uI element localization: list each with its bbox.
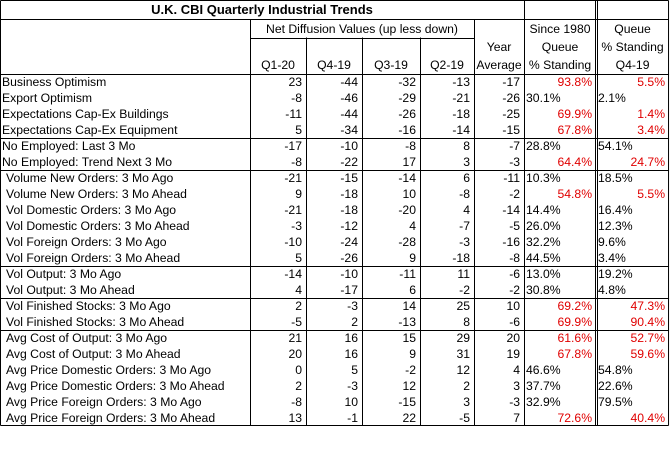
diffusion-value: -2 <box>459 283 470 297</box>
year-average-value: -26 <box>502 91 521 105</box>
diffusion-value: -8 <box>291 395 302 409</box>
diffusion-value: -26 <box>340 251 358 265</box>
year-average-value: -6 <box>509 315 521 329</box>
diffusion-value: -44 <box>340 107 358 121</box>
queue-standing-q4-19: 16.4% <box>598 203 633 217</box>
year-average-value: -2 <box>509 283 521 297</box>
title-row <box>0 0 669 20</box>
year-average-value: -8 <box>509 251 521 265</box>
year-average-value: -15 <box>502 123 521 137</box>
queue-standing-q4-19: 54.1% <box>598 139 633 153</box>
table-row <box>0 378 669 394</box>
diffusion-value: 2 <box>295 299 302 313</box>
col-header-q4-19: Q4-19 <box>317 58 351 72</box>
diffusion-value: 5 <box>295 123 302 137</box>
table-row <box>0 282 669 298</box>
diffusion-value: -8 <box>291 91 302 105</box>
diffusion-value: -22 <box>340 155 358 169</box>
diffusion-value: -32 <box>398 75 416 89</box>
since-1980-standing: 69.9% <box>557 107 593 121</box>
diffusion-value: -15 <box>340 171 358 185</box>
since1980-header-3: % Standing <box>528 58 592 72</box>
diffusion-value: 15 <box>402 331 416 345</box>
col-header-q1-20: Q1-20 <box>261 58 295 72</box>
row-label: Vol Foreign Orders: 3 Mo Ahead <box>6 251 181 265</box>
row-label: Volume New Orders: 3 Mo Ago <box>6 171 174 185</box>
queue-standing-q4-19: 18.5% <box>598 171 633 185</box>
diffusion-value: 8 <box>463 139 470 153</box>
year-average-value: 3 <box>513 379 521 393</box>
diffusion-value: -10 <box>340 267 358 281</box>
col-header-q3-19: Q3-19 <box>374 58 408 72</box>
diffusion-value: -1 <box>347 411 358 425</box>
diffusion-value: -18 <box>452 251 470 265</box>
row-label: Export Optimism <box>2 91 93 105</box>
diffusion-value: 31 <box>456 347 470 361</box>
diffusion-value: -28 <box>398 235 416 249</box>
since-1980-standing: 69.9% <box>557 315 593 329</box>
queue-standing-q4-19: 5.5% <box>637 187 666 201</box>
diffusion-value: 29 <box>456 331 470 345</box>
queue-header-3: Q4-19 <box>615 58 650 72</box>
diffusion-value: -18 <box>452 107 470 121</box>
row-label: Vol Output: 3 Mo Ahead <box>6 283 135 297</box>
diffusion-value: 6 <box>463 171 470 185</box>
net-diffusion-header: Net Diffusion Values (up less down) <box>266 22 458 36</box>
table-row <box>0 186 669 202</box>
diffusion-value: 9 <box>295 187 302 201</box>
row-label: Avg Cost of Output: 3 Mo Ago <box>6 331 168 345</box>
diffusion-value: -3 <box>347 299 358 313</box>
since-1980-standing: 14.4% <box>526 203 561 217</box>
queue-standing-q4-19: 47.3% <box>630 299 666 313</box>
since-1980-standing: 10.3% <box>526 171 561 185</box>
table-row <box>0 154 669 170</box>
avg-header-blank <box>474 20 524 39</box>
queue-standing-q4-19: 19.2% <box>598 267 633 281</box>
since-1980-standing: 61.6% <box>557 331 593 345</box>
year-average-value: 7 <box>513 411 521 425</box>
table-row <box>0 362 669 378</box>
header-row-3 <box>0 56 669 74</box>
diffusion-value: 22 <box>402 411 416 425</box>
table-row <box>0 298 669 314</box>
table-row <box>0 250 669 266</box>
year-average-value: -14 <box>502 203 521 217</box>
diffusion-value: 5 <box>351 363 358 377</box>
diffusion-value: 3 <box>463 395 470 409</box>
queue-standing-q4-19: 2.1% <box>598 91 626 105</box>
since-1980-standing: 64.4% <box>557 155 593 169</box>
since-1980-standing: 30.1% <box>526 91 561 105</box>
diffusion-value: 4 <box>409 219 416 233</box>
year-average-value: -3 <box>509 395 521 409</box>
diffusion-value: -13 <box>398 315 416 329</box>
diffusion-value: 16 <box>344 331 358 345</box>
queue-standing-q4-19: 24.7% <box>630 155 666 169</box>
diffusion-value: 8 <box>463 315 470 329</box>
year-average-value: 20 <box>506 331 521 345</box>
since-1980-standing: 67.8% <box>557 347 593 361</box>
row-label: Business Optimism <box>2 75 107 89</box>
table-row <box>0 202 669 218</box>
row-label: Expectations Cap-Ex Equipment <box>2 123 178 137</box>
since-1980-standing: 69.2% <box>557 299 593 313</box>
year-average-value: -7 <box>509 139 521 153</box>
since1980-header-2: Queue <box>541 40 579 54</box>
queue-standing-q4-19: 54.8% <box>598 363 633 377</box>
diffusion-value: -11 <box>285 107 302 121</box>
row-label: Avg Price Foreign Orders: 3 Mo Ahead <box>6 411 216 425</box>
diffusion-value: 17 <box>402 155 416 169</box>
year-average-value: 4 <box>513 363 521 377</box>
queue-standing-q4-19: 59.6% <box>630 347 666 361</box>
year-average-value: -2 <box>509 187 521 201</box>
queue-standing-q4-19: 3.4% <box>637 123 666 137</box>
diffusion-value: 4 <box>295 283 302 297</box>
diffusion-value: -20 <box>398 203 416 217</box>
queue-standing-q4-19: 12.3% <box>598 219 633 233</box>
diffusion-value: -17 <box>340 283 358 297</box>
diffusion-value: -17 <box>284 139 302 153</box>
diffusion-value: -21 <box>284 171 302 185</box>
since-1980-standing: 67.8% <box>557 123 593 137</box>
queue-standing-q4-19: 90.4% <box>630 315 666 329</box>
since-1980-standing: 32.2% <box>526 235 561 249</box>
since-1980-standing: 26.0% <box>526 219 561 233</box>
table-row <box>0 170 669 186</box>
queue-header-1: Queue <box>614 22 651 36</box>
table-row <box>0 106 669 122</box>
header-row-1 <box>0 20 669 39</box>
diffusion-value: -8 <box>291 155 302 169</box>
since-1980-standing: 37.7% <box>526 379 561 393</box>
since-1980-standing: 28.8% <box>526 139 561 153</box>
diffusion-value: -10 <box>284 235 302 249</box>
diffusion-value: -24 <box>340 235 358 249</box>
table-row <box>0 234 669 250</box>
row-label: Avg Price Domestic Orders: 3 Mo Ahead <box>6 379 225 393</box>
row-label: Vol Foreign Orders: 3 Mo Ago <box>6 235 167 249</box>
since1980-header-1: Since 1980 <box>529 22 591 36</box>
diffusion-value: -10 <box>340 139 358 153</box>
year-average-value: -16 <box>502 235 521 249</box>
avg-header-1: Year <box>486 40 512 54</box>
diffusion-value: -2 <box>405 363 416 377</box>
diffusion-value: 13 <box>288 411 302 425</box>
diffusion-value: -44 <box>340 75 358 89</box>
diffusion-value: 2 <box>351 315 358 329</box>
diffusion-value: 23 <box>288 75 302 89</box>
diffusion-value: 9 <box>409 347 416 361</box>
diffusion-value: 4 <box>463 203 470 217</box>
table-row <box>0 218 669 234</box>
year-average-value: -25 <box>502 107 521 121</box>
row-label: Vol Finished Stocks: 3 Mo Ahead <box>6 315 185 329</box>
diffusion-value: -14 <box>398 171 416 185</box>
queue-header-2: % Standing <box>601 40 664 54</box>
table-row <box>0 138 669 154</box>
table-row <box>0 122 669 138</box>
since-1980-standing: 44.5% <box>526 251 561 265</box>
since-1980-standing: 72.6% <box>557 411 593 425</box>
row-label: Vol Output: 3 Mo Ago <box>6 267 122 281</box>
year-average-value: -17 <box>502 75 521 89</box>
diffusion-value: -8 <box>405 139 416 153</box>
since-1980-standing: 32.9% <box>526 395 561 409</box>
diffusion-value: 10 <box>344 395 358 409</box>
diffusion-value: -3 <box>347 379 358 393</box>
year-average-value: 10 <box>506 299 521 313</box>
diffusion-value: -21 <box>452 91 470 105</box>
table-row <box>0 90 669 106</box>
diffusion-value: 12 <box>456 363 470 377</box>
since-1980-standing: 93.8% <box>557 75 593 89</box>
diffusion-value: 12 <box>402 379 416 393</box>
queue-standing-q4-19: 9.6% <box>598 235 626 249</box>
row-label: Vol Domestic Orders: 3 Mo Ahead <box>6 219 190 233</box>
since-1980-standing: 13.0% <box>526 267 561 281</box>
diffusion-value: -7 <box>459 219 470 233</box>
diffusion-value: 16 <box>344 347 358 361</box>
year-average-value: -11 <box>503 171 521 185</box>
row-label: Avg Price Domestic Orders: 3 Mo Ago <box>6 363 212 377</box>
diffusion-value: 3 <box>463 155 470 169</box>
diffusion-value: 9 <box>409 251 416 265</box>
diffusion-value: -11 <box>399 267 416 281</box>
queue-standing-q4-19: 3.4% <box>598 251 626 265</box>
diffusion-value: 5 <box>295 251 302 265</box>
diffusion-value: -14 <box>452 123 470 137</box>
since-1980-standing: 54.8% <box>557 187 593 201</box>
diffusion-value: -46 <box>340 91 358 105</box>
table-row <box>0 330 669 346</box>
row-label: Expectations Cap-Ex Buildings <box>2 107 169 121</box>
diffusion-value: 20 <box>288 347 302 361</box>
diffusion-value: -5 <box>291 315 302 329</box>
queue-standing-q4-19: 5.5% <box>637 75 666 89</box>
diffusion-value: 2 <box>463 379 470 393</box>
table-row <box>0 314 669 330</box>
table-row <box>0 266 669 282</box>
row-label: Vol Finished Stocks: 3 Mo Ago <box>6 299 171 313</box>
diffusion-value: -26 <box>398 107 416 121</box>
diffusion-value: 2 <box>295 379 302 393</box>
queue-standing-q4-19: 79.5% <box>598 395 633 409</box>
diffusion-value: -21 <box>284 203 302 217</box>
diffusion-value: -12 <box>340 219 358 233</box>
row-label: Volume New Orders: 3 Mo Ahead <box>6 187 187 201</box>
queue-standing-q4-19: 40.4% <box>630 411 666 425</box>
diffusion-value: 6 <box>409 283 416 297</box>
row-label: Avg Cost of Output: 3 Mo Ahead <box>6 347 181 361</box>
diffusion-value: -18 <box>340 203 358 217</box>
diffusion-value: -13 <box>452 75 470 89</box>
diffusion-value: -16 <box>398 123 416 137</box>
queue-standing-q4-19: 52.7% <box>630 331 666 345</box>
table-row <box>0 74 669 90</box>
col-header-q2-19: Q2-19 <box>430 58 464 72</box>
row-label: Avg Price Foreign Orders: 3 Mo Ago <box>6 395 202 409</box>
header-row-2 <box>0 38 669 56</box>
diffusion-value: 0 <box>295 363 302 377</box>
diffusion-value: 21 <box>288 331 302 345</box>
queue-standing-q4-19: 1.4% <box>637 107 666 121</box>
diffusion-value: -5 <box>459 411 470 425</box>
since-1980-standing: 30.8% <box>526 283 561 297</box>
diffusion-value: -29 <box>398 91 416 105</box>
queue-standing-q4-19: 4.8% <box>598 283 626 297</box>
table-row <box>0 394 669 410</box>
diffusion-value: -15 <box>398 395 416 409</box>
diffusion-value: -18 <box>340 187 358 201</box>
year-average-value: -5 <box>509 219 521 233</box>
row-label: No Employed: Trend Next 3 Mo <box>2 155 173 169</box>
row-label: No Employed: Last 3 Mo <box>2 139 136 153</box>
diffusion-value: -14 <box>284 267 302 281</box>
avg-header-2: Average <box>476 58 522 72</box>
diffusion-value: -34 <box>340 123 358 137</box>
diffusion-value: 11 <box>457 267 470 281</box>
diffusion-value: -3 <box>291 219 302 233</box>
table-title: U.K. CBI Quarterly Industrial Trends <box>0 0 524 20</box>
table-row <box>0 346 669 362</box>
diffusion-value: 14 <box>402 299 416 313</box>
year-average-value: 19 <box>506 347 521 361</box>
table-row <box>0 410 669 426</box>
since-1980-standing: 46.6% <box>526 363 561 377</box>
year-average-value: -6 <box>509 267 521 281</box>
year-average-value: -3 <box>509 155 521 169</box>
diffusion-value: -3 <box>459 235 470 249</box>
diffusion-value: 25 <box>456 299 470 313</box>
row-label: Vol Domestic Orders: 3 Mo Ago <box>6 203 177 217</box>
diffusion-value: 10 <box>402 187 416 201</box>
queue-standing-q4-19: 22.6% <box>598 379 633 393</box>
diffusion-value: -8 <box>459 187 470 201</box>
